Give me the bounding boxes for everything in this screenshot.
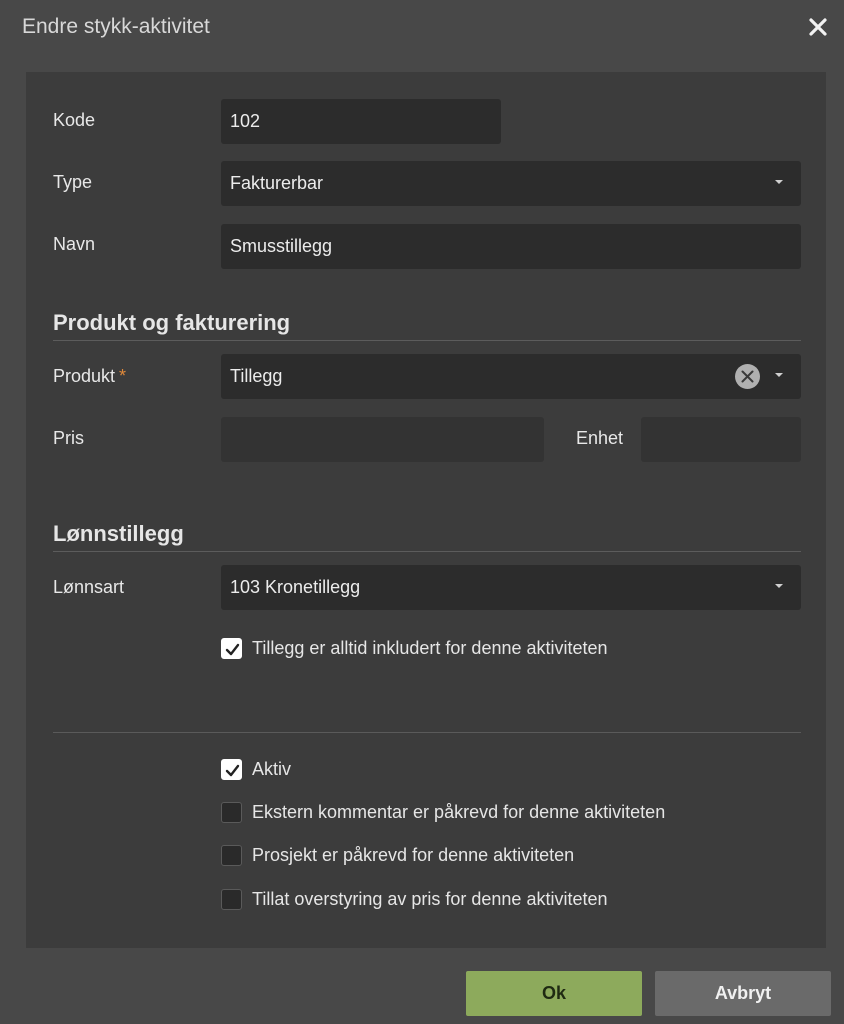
navn-input[interactable] <box>221 224 801 269</box>
ekstern-kommentar-checkbox[interactable] <box>221 802 242 823</box>
prosjekt-checkbox-label: Prosjekt er påkrevd for denne aktiviteten <box>252 845 575 865</box>
chevron-down-icon <box>775 373 783 377</box>
type-select[interactable] <box>221 161 801 206</box>
ok-button[interactable]: Ok <box>466 971 642 1016</box>
aktiv-checkbox[interactable] <box>221 759 242 780</box>
dialog-titlebar <box>0 0 844 56</box>
included-checkbox-label: Tillegg er alltid inkludert for denne aktiviteten <box>252 638 608 658</box>
included-checkbox[interactable] <box>221 638 242 659</box>
navn-label: Navn <box>53 234 96 254</box>
dialog-title: Endre stykk-aktivitet <box>22 15 210 38</box>
tillat-overstyring-checkbox-label: Tillat overstyring av pris for denne aktiviteten <box>252 889 608 909</box>
included-checkbox-row[interactable] <box>221 638 608 659</box>
produkt-select[interactable] <box>221 354 801 399</box>
kode-value: 102 <box>230 111 261 131</box>
produkt-label-text: Produkt <box>53 366 116 386</box>
pris-input[interactable] <box>221 417 544 462</box>
ekstern-kommentar-checkbox-label: Ekstern kommentar er påkrevd for denne aktiviteten <box>252 802 666 822</box>
navn-value: Smusstillegg <box>230 236 333 256</box>
clear-icon[interactable] <box>735 364 760 389</box>
ekstern-kommentar-checkbox-row[interactable] <box>221 802 665 823</box>
lonnsart-label: Lønnsart <box>53 577 125 597</box>
chevron-down-icon <box>775 584 783 588</box>
required-mark: * <box>119 366 127 386</box>
type-label: Type <box>53 172 93 192</box>
divider <box>53 732 801 733</box>
prosjekt-checkbox-row[interactable] <box>221 845 574 866</box>
pris-label: Pris <box>53 428 84 448</box>
type-value: Fakturerbar <box>230 173 324 193</box>
kode-input[interactable] <box>221 99 501 144</box>
lonnsart-value: 103 Kronetillegg <box>230 577 361 597</box>
close-icon[interactable] <box>808 17 828 37</box>
produkt-value: Tillegg <box>230 366 283 386</box>
dialog-panel <box>26 72 826 948</box>
enhet-label: Enhet <box>576 428 624 448</box>
enhet-input[interactable] <box>641 417 801 462</box>
lonn-section-heading: Lønnstillegg <box>53 521 801 552</box>
lonnsart-select[interactable] <box>221 565 801 610</box>
chevron-down-icon <box>775 180 783 184</box>
tillat-overstyring-checkbox-row[interactable] <box>221 889 608 910</box>
prosjekt-checkbox[interactable] <box>221 845 242 866</box>
produkt-label <box>53 366 126 387</box>
produkt-section-heading: Produkt og fakturering <box>53 310 801 341</box>
aktiv-checkbox-label: Aktiv <box>252 759 292 779</box>
tillat-overstyring-checkbox[interactable] <box>221 889 242 910</box>
cancel-button[interactable]: Avbryt <box>655 971 831 1016</box>
aktiv-checkbox-row[interactable] <box>221 759 291 780</box>
kode-label: Kode <box>53 110 96 130</box>
